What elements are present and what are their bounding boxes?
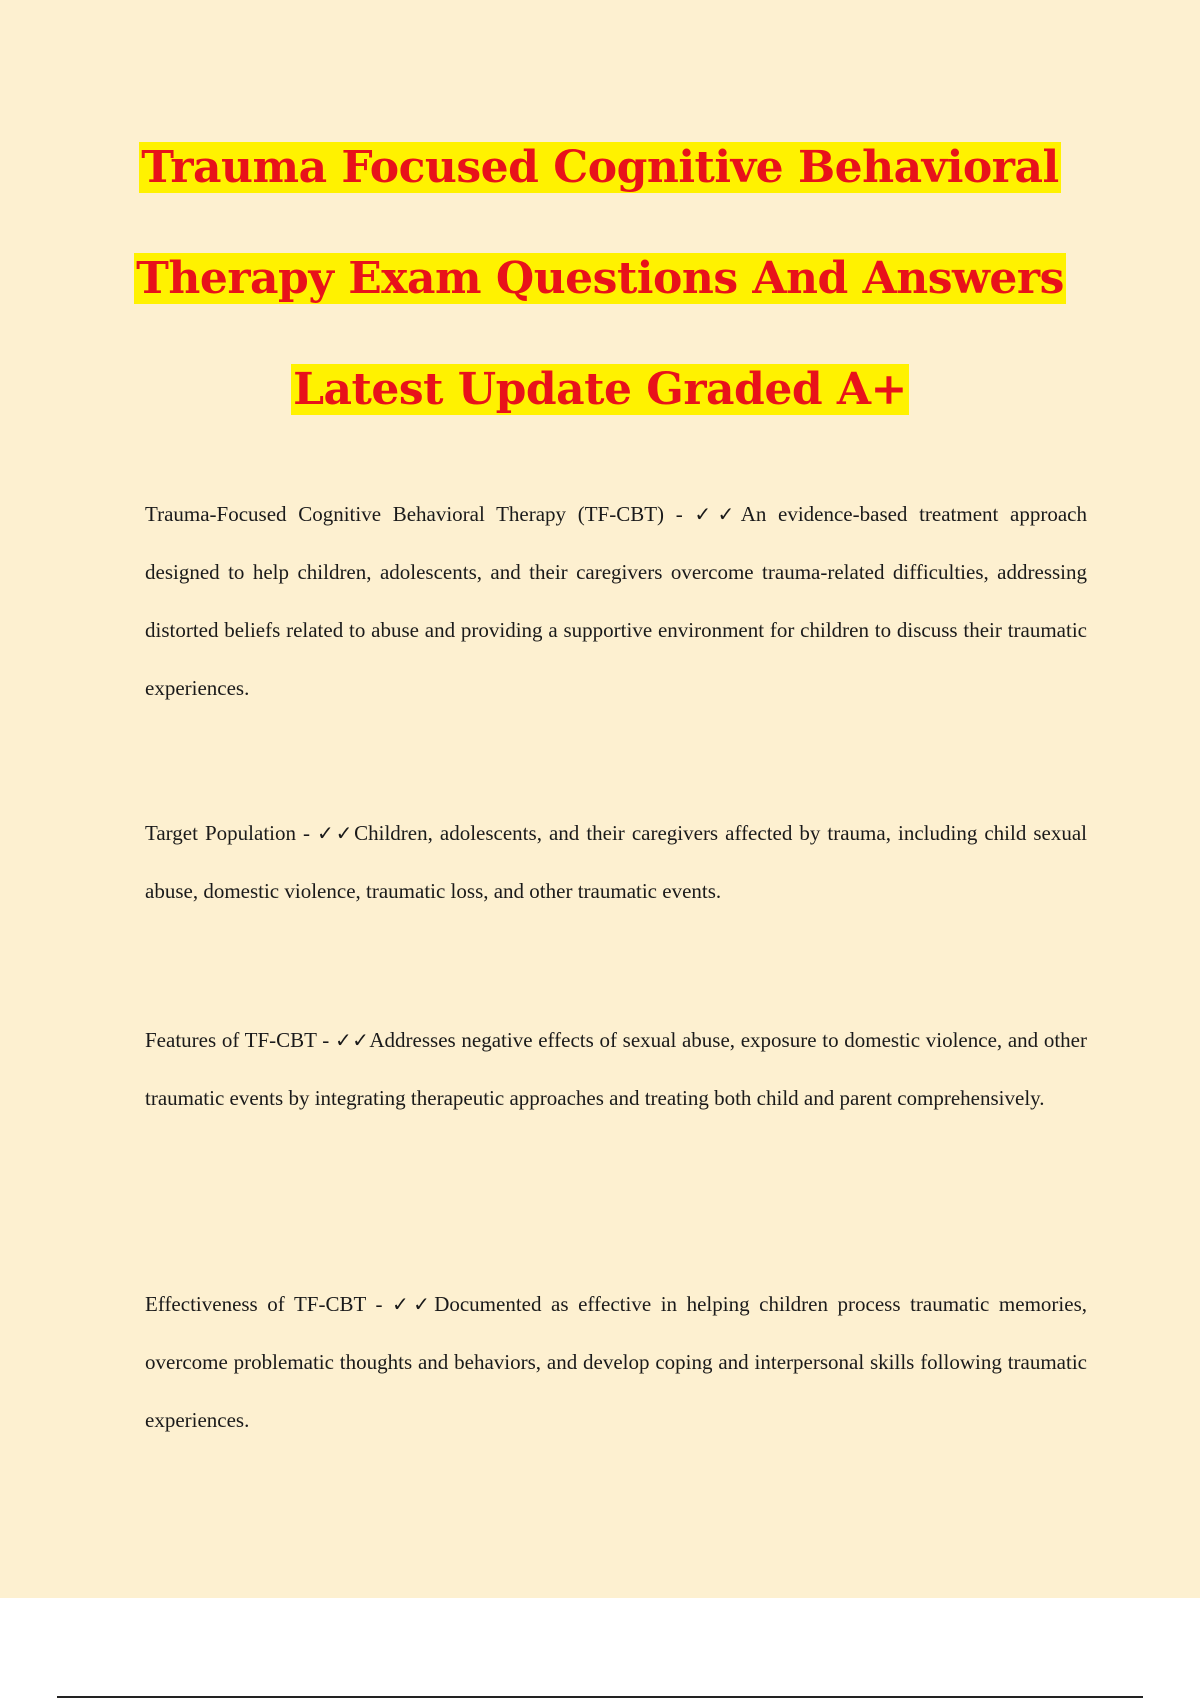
qa-item-effectiveness	[145, 1275, 1087, 1449]
title-line-3	[0, 360, 1200, 471]
title-line-2-text: Therapy Exam Questions And Answers	[136, 253, 1064, 304]
footer-divider	[57, 1696, 1143, 1698]
qa-term: Trauma-Focused Cognitive Behavioral Therapy (TF-CBT) -	[145, 502, 695, 526]
qa-answer: An evidence-based treatment approach designed to help children, adolescents, and their caregivers overcome trauma-related difficulties, addressing distorted beliefs related to abuse and providing a supportive environment for children to discuss their traumatic experiences.	[145, 502, 1087, 700]
qa-answer: Addresses negative effects of sexual abuse, exposure to domestic violence, and other traumatic events by integrating therapeutic approaches and treating both child and parent comprehensively.	[145, 1028, 1087, 1110]
qa-term: Target Population -	[145, 821, 318, 845]
qa-answer: Children, adolescents, and their caregivers affected by trauma, including child sexual abuse, domestic violence, traumatic loss, and other traumatic events.	[145, 821, 1088, 903]
qa-answer: Documented as effective in helping children process traumatic memories, overcome problematic thoughts and behaviors, and develop coping and interpersonal skills following traumatic experiences.	[145, 1292, 1087, 1432]
qa-item-features	[145, 1011, 1087, 1127]
qa-item-target-population	[145, 804, 1087, 920]
double-check-icon: ✓✓	[334, 1028, 370, 1052]
title-line-1-text: Trauma Focused Cognitive Behavioral	[141, 142, 1059, 193]
qa-item-tf-cbt-definition	[145, 485, 1087, 717]
title-line-1	[0, 138, 1200, 249]
document-title	[0, 138, 1200, 471]
title-line-2	[0, 249, 1200, 360]
qa-term: Effectiveness of TF-CBT -	[145, 1292, 393, 1316]
double-check-icon: ✓✓	[694, 502, 741, 526]
double-check-icon: ✓✓	[392, 1292, 435, 1316]
double-check-icon: ✓✓	[317, 821, 355, 845]
title-line-3-text: Latest Update Graded A+	[293, 364, 907, 415]
qa-term: Features of TF-CBT -	[145, 1028, 335, 1052]
